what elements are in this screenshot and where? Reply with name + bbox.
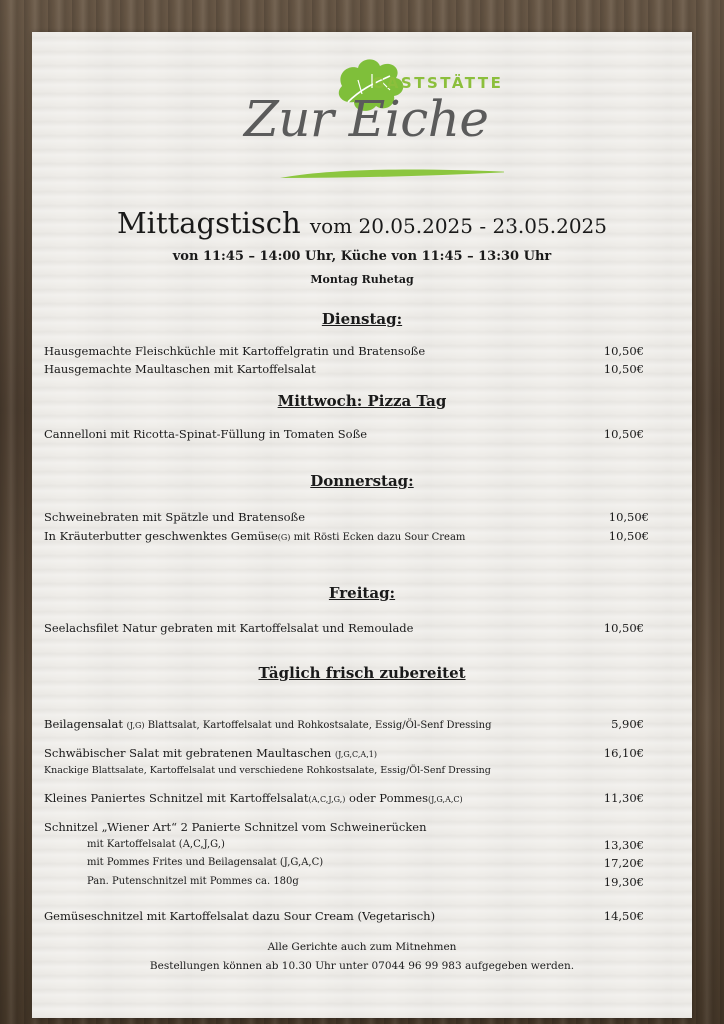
menu-item: Schweinebraten mit Spätzle und Bratensoße <box>44 510 306 524</box>
item-price: 10,50€ <box>603 362 644 376</box>
allergen-code: (G) <box>277 533 291 542</box>
menu-paper <box>32 32 692 1018</box>
menu-item <box>44 529 465 543</box>
item-description: Knackige Blattsalate, Kartoffelsalat und verschiedene Rohkostsalate, Essig/Öl-Senf Dressing <box>44 765 491 776</box>
sub-item: Pan. Putenschnitzel mit Pommes ca. 180g <box>87 876 299 887</box>
item-price: 10,50€ <box>603 621 644 635</box>
allergen-code: (J,G,A,C) <box>428 795 463 804</box>
sub-item: mit Pommes Frites und Beilagensalat (J,G,A,C) <box>87 857 324 868</box>
item-price: 17,20€ <box>603 856 644 870</box>
item-price: 10,50€ <box>608 529 649 543</box>
item-price: 10,50€ <box>608 510 649 524</box>
item-price: 14,50€ <box>603 909 644 923</box>
day-heading-mittwoch: Mittwoch: Pizza Tag <box>277 392 447 410</box>
item-name-part: Kleines Paniertes Schnitzel mit Kartoffelsalat <box>44 791 309 805</box>
item-name-part: oder Pommes <box>345 791 429 805</box>
item-price: 10,50€ <box>603 344 644 358</box>
item-price: 5,90€ <box>611 717 644 731</box>
opening-hours: von 11:45 – 14:00 Uhr, Küche von 11:45 – 13:30 Uhr <box>172 249 552 264</box>
menu-item: Cannelloni mit Ricotta-Spinat-Füllung in Tomaten Soße <box>44 427 368 441</box>
menu-item: Gemüseschnitzel mit Kartoffelsalat dazu Sour Cream (Vegetarisch) <box>44 909 436 923</box>
menu-item <box>44 791 463 805</box>
menu-item: Hausgemachte Fleischküchle mit Kartoffelgratin und Bratensoße <box>44 344 426 358</box>
item-name-part: In Kräuterbutter geschwenktes Gemüse <box>44 529 278 543</box>
allergen-code: (J,G) <box>126 721 145 730</box>
footer-takeaway: Alle Gerichte auch zum Mitnehmen <box>267 941 457 953</box>
menu-item: Seelachsfilet Natur gebraten mit Kartoffelsalat und Remoulade <box>44 621 414 635</box>
item-name-part: Beilagensalat <box>44 717 127 731</box>
title-main: Mittagstisch <box>116 206 301 240</box>
closed-day: Montag Ruhetag <box>310 273 414 286</box>
page-title <box>32 206 692 240</box>
day-heading-freitag: Freitag: <box>328 584 396 602</box>
title-dates: vom 20.05.2025 - 23.05.2025 <box>309 214 607 238</box>
item-price: 11,30€ <box>603 791 644 805</box>
footer-order-info: Bestellungen können ab 10.30 Uhr unter 07044 96 99 983 aufgegeben werden. <box>149 960 575 972</box>
item-price: 19,30€ <box>603 875 644 889</box>
logo-title: Zur Eiche <box>244 90 489 148</box>
logo-subtitle: GASTSTÄTTE <box>372 74 504 92</box>
allergen-code: (A,C,J,G,) <box>308 795 346 804</box>
allergen-code: (J,G,C,A,1) <box>334 750 377 759</box>
item-name-part: mit Rösti Ecken dazu Sour Cream <box>290 532 466 543</box>
day-heading-donnerstag: Donnerstag: <box>310 472 414 490</box>
item-name-part: Blattsalat, Kartoffelsalat und Rohkostsalate, Essig/Öl-Senf Dressing <box>144 720 492 731</box>
item-name-part: Schwäbischer Salat mit gebratenen Maultaschen <box>44 746 335 760</box>
sub-item: mit Kartoffelsalat (A,C,J,G,) <box>87 839 225 850</box>
day-heading-dienstag: Dienstag: <box>321 310 403 328</box>
menu-item <box>44 717 491 731</box>
menu-item <box>44 746 377 760</box>
item-price: 16,10€ <box>603 746 644 760</box>
logo <box>244 50 504 190</box>
item-price: 13,30€ <box>603 838 644 852</box>
menu-item: Hausgemachte Maultaschen mit Kartoffelsalat <box>44 362 316 376</box>
item-price: 10,50€ <box>603 427 644 441</box>
day-heading-taeglich: Täglich frisch zubereitet <box>258 664 466 682</box>
menu-item: Schnitzel „Wiener Art“ 2 Panierte Schnitzel vom Schweinerücken <box>44 820 427 834</box>
